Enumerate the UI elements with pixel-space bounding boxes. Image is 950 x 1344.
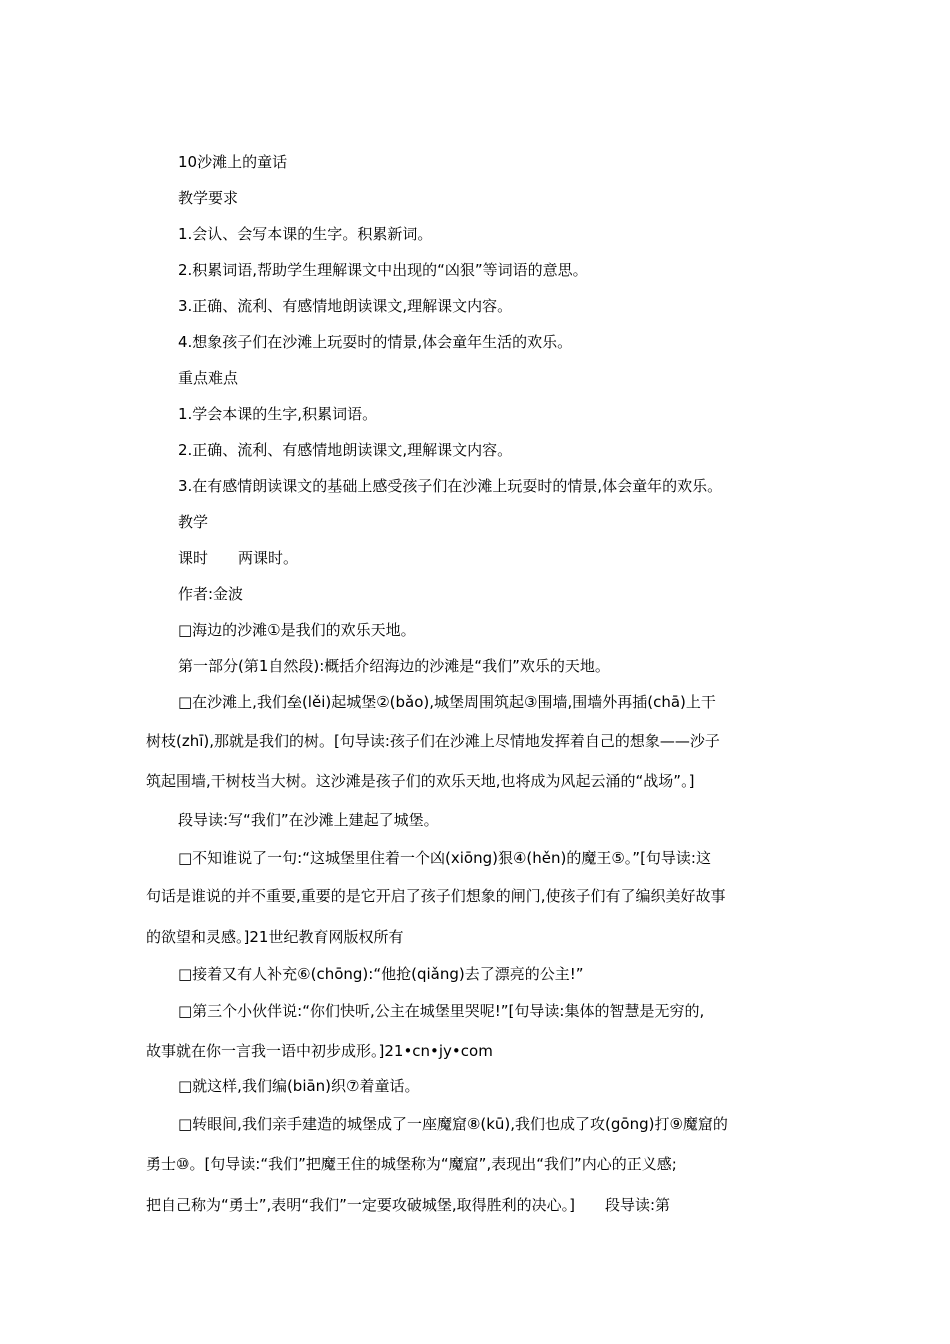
requirement-item: 2.积累词语,帮助学生理解课文中出现的“凶狠”等词语的意思。 <box>178 261 588 279</box>
section-heading-requirements: 教学要求 <box>178 189 239 207</box>
key-point-item: 2.正确、流利、有感情地朗读课文,理解课文内容。 <box>178 441 513 459</box>
paragraph-5-line: □第三个小伙伴说:“你们快听,公主在城堡里哭呢!”[句导读:集体的智慧是无穷的, <box>178 1002 705 1020</box>
paragraph-3-line: □不知谁说了一句:“这城堡里住着一个凶(xiōng)狠④(hěn)的魔王⑤。”[句导读:这 <box>178 849 711 867</box>
paragraph-3-line: 的欲望和灵感。]21世纪教育网版权所有 <box>146 928 404 946</box>
part-summary: 第一部分(第1自然段):概括介绍海边的沙滩是“我们”欢乐的天地。 <box>178 657 610 675</box>
segment-guide: 段导读:写“我们”在沙滩上建起了城堡。 <box>178 811 439 829</box>
key-point-item: 1.学会本课的生字,积累词语。 <box>178 405 378 423</box>
requirement-item: 3.正确、流利、有感情地朗读课文,理解课文内容。 <box>178 297 513 315</box>
paragraph-7-line: □转眼间,我们亲手建造的城堡成了一座魔窟⑧(kū),我们也成了攻(gōng)打⑨魔窟的 <box>178 1115 728 1133</box>
section-heading-key-points: 重点难点 <box>178 369 239 387</box>
teaching-label: 教学 <box>178 513 209 531</box>
paragraph-3-line: 句话是谁说的并不重要,重要的是它开启了孩子们想象的闸门,使孩子们有了编织美好故事 <box>146 887 726 905</box>
paragraph-1: □海边的沙滩①是我们的欢乐天地。 <box>178 621 416 639</box>
author-line: 作者:金波 <box>178 585 244 603</box>
paragraph-7-line: 把自己称为“勇士”,表明“我们”一定要攻破城堡,取得胜利的决心。] 段导读:第 <box>146 1196 671 1214</box>
paragraph-6: □就这样,我们编(biān)织⑦着童话。 <box>178 1077 420 1095</box>
requirement-item: 1.会认、会写本课的生字。积累新词。 <box>178 225 433 243</box>
lesson-title: 10沙滩上的童话 <box>178 153 288 171</box>
paragraph-4: □接着又有人补充⑥(chōng):“他抢(qiǎng)去了漂亮的公主!” <box>178 965 584 983</box>
paragraph-2-line: 筑起围墙,干树枝当大树。这沙滩是孩子们的欢乐天地,也将成为风起云涌的“战场”。] <box>146 772 695 790</box>
paragraph-2-line: □在沙滩上,我们垒(lěi)起城堡②(bǎo),城堡周围筑起③围墙,围墙外再插(chā)上干 <box>178 693 716 711</box>
key-point-item: 3.在有感情朗读课文的基础上感受孩子们在沙滩上玩耍时的情景,体会童年的欢乐。 <box>178 477 723 495</box>
paragraph-2-line: 树枝(zhī),那就是我们的树。[句导读:孩子们在沙滩上尽情地发挥着自己的想象——沙子 <box>146 732 720 750</box>
requirement-item: 4.想象孩子们在沙滩上玩耍时的情景,体会童年生活的欢乐。 <box>178 333 573 351</box>
paragraph-5-line: 故事就在你一言我一语中初步成形。]21•cn•jy•com <box>146 1042 493 1060</box>
class-hours: 课时 两课时。 <box>178 549 299 567</box>
paragraph-7-line: 勇士⑩。[句导读:“我们”把魔王住的城堡称为“魔窟”,表现出“我们”内心的正义感; <box>146 1155 677 1173</box>
